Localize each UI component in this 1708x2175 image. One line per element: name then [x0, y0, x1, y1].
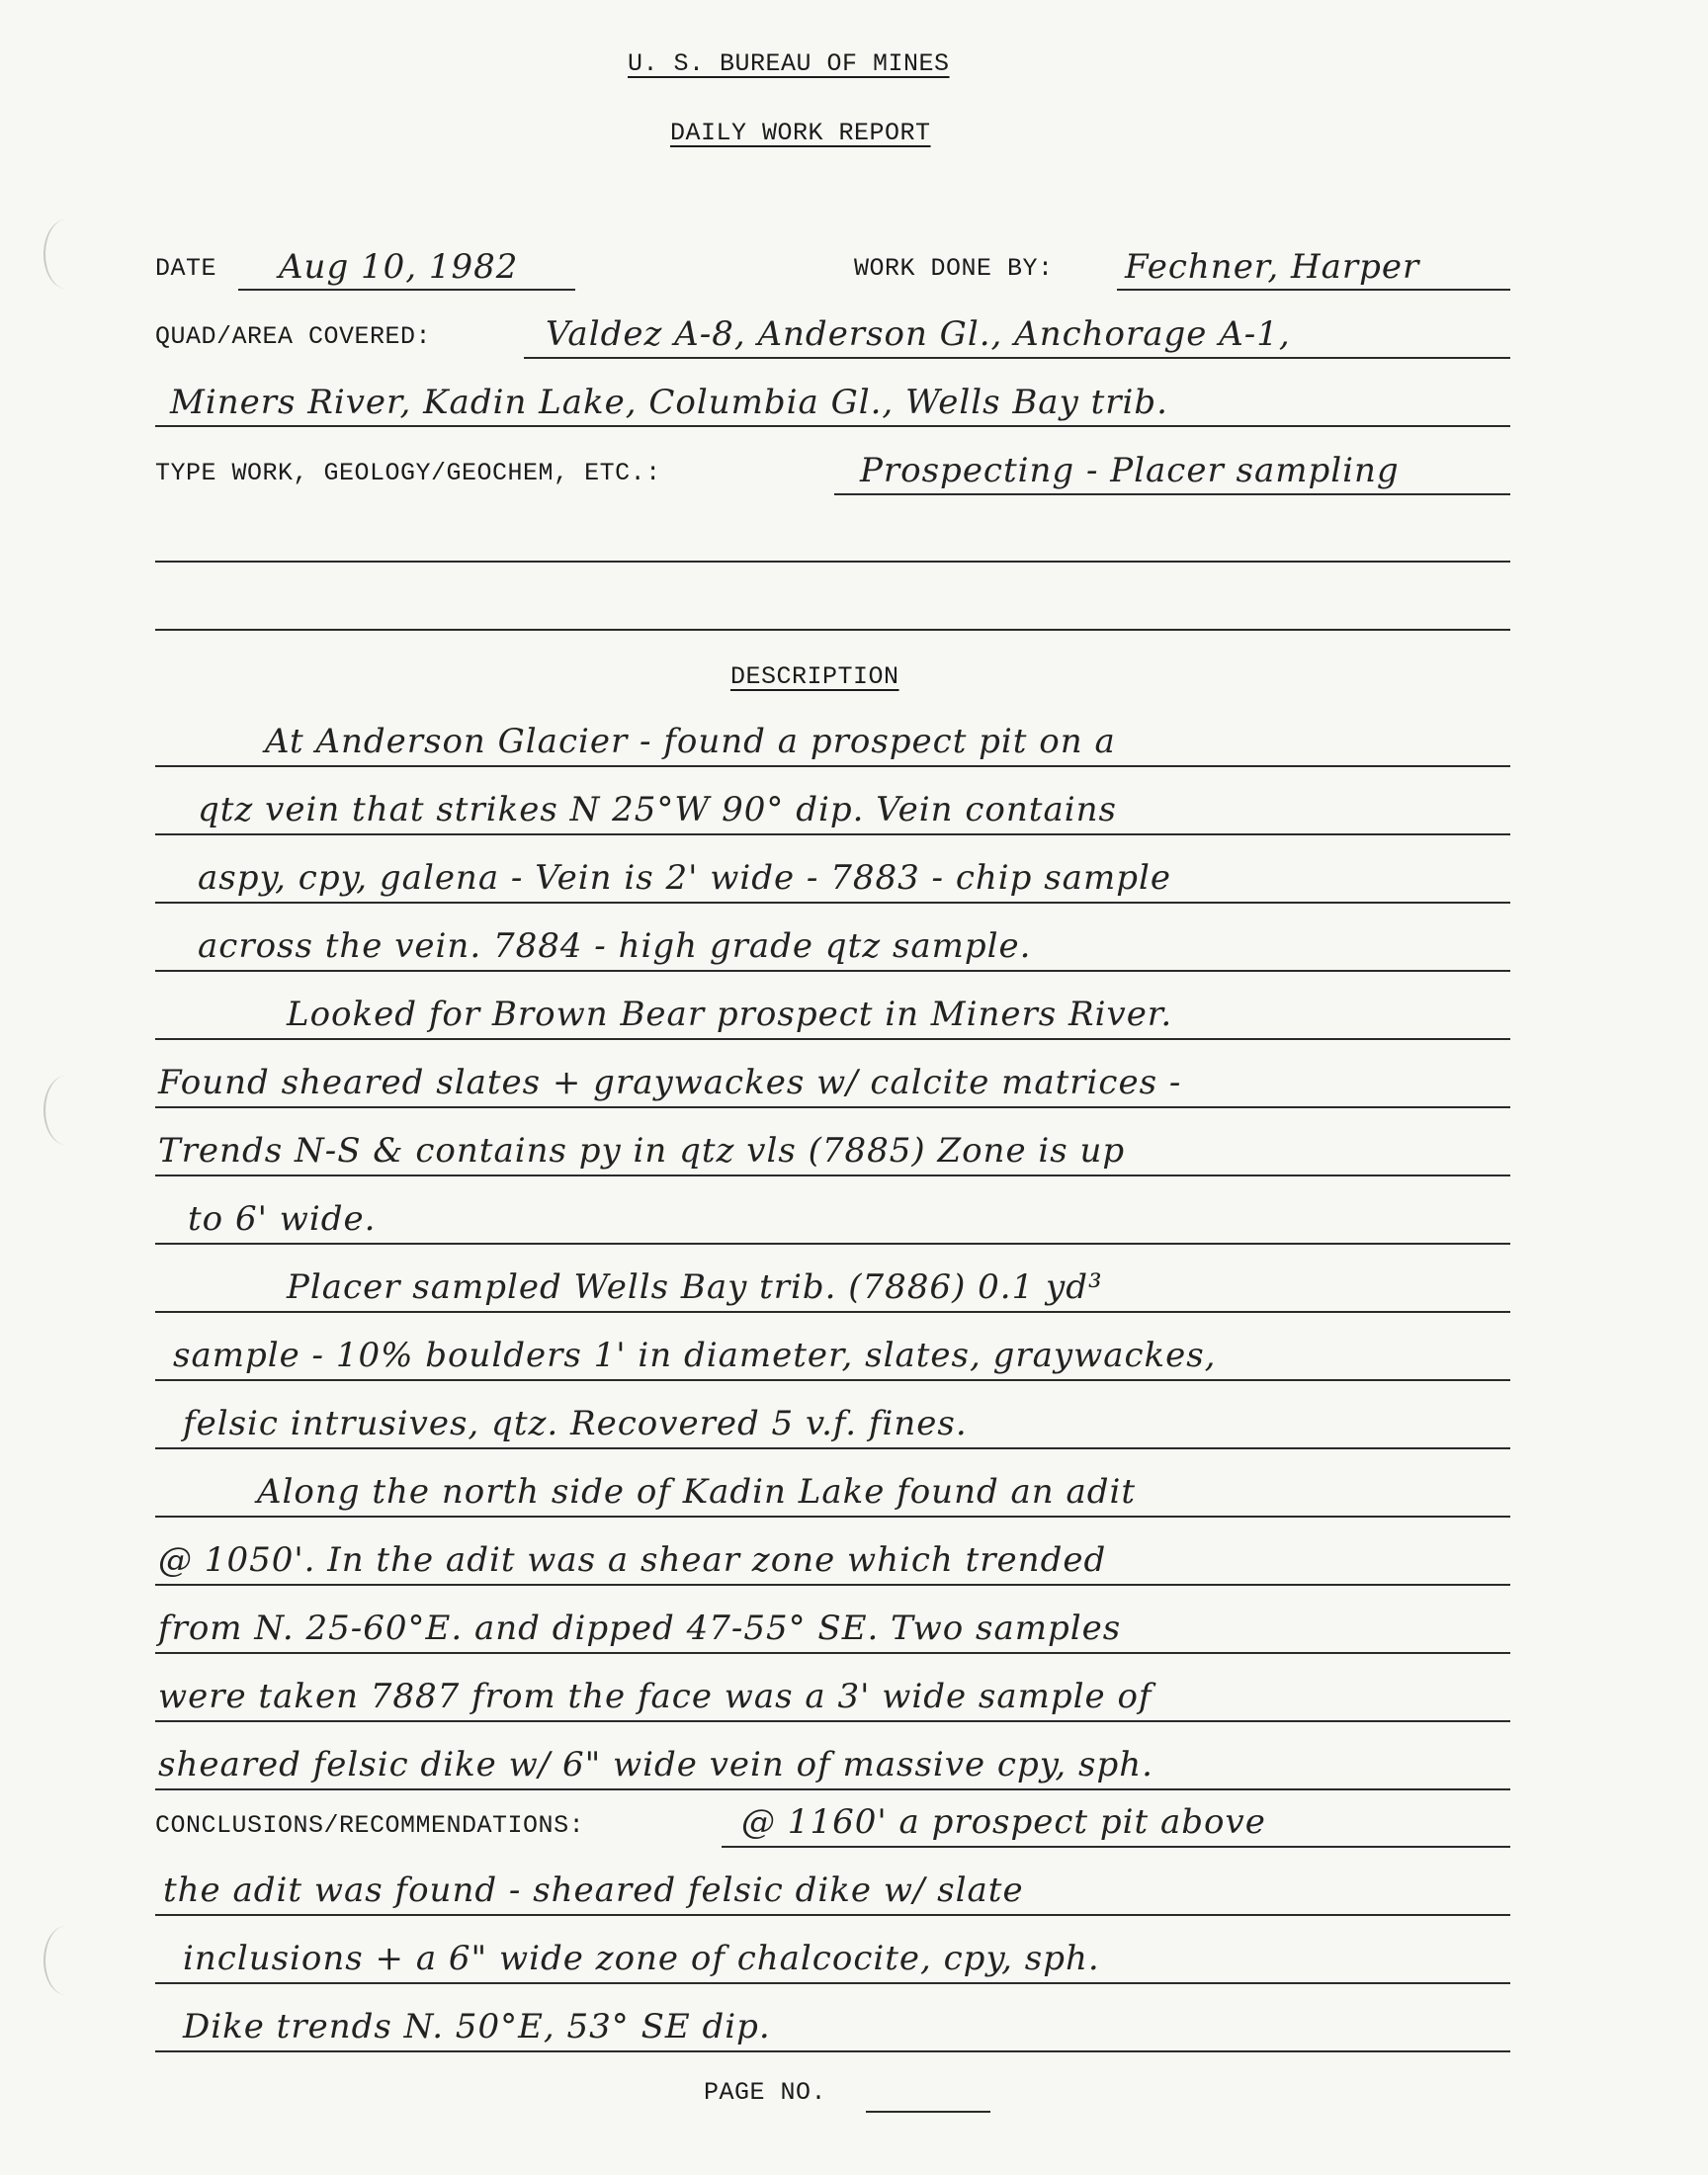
- desc-line: [155, 902, 1510, 904]
- desc-line: [155, 1243, 1510, 1245]
- desc-line: [155, 1516, 1510, 1518]
- conclusions-text-line: the adit was found - sheared felsic dike w/ slate: [163, 1870, 1024, 1910]
- report-title: DAILY WORK REPORT: [670, 119, 931, 147]
- desc-line: [155, 1379, 1510, 1381]
- conclusions-text-line: Dike trends N. 50°E, 53° SE dip.: [183, 2007, 771, 2046]
- desc-line: [155, 970, 1510, 972]
- type-work-label: TYPE WORK, GEOLOGY/GEOCHEM, ETC.:: [155, 459, 661, 487]
- date-line: [238, 289, 575, 291]
- desc-line: [155, 833, 1510, 835]
- date-label: DATE: [155, 254, 217, 283]
- work-done-by-line: [1117, 289, 1510, 291]
- type-work-line: [834, 493, 1510, 495]
- agency-title: U. S. BUREAU OF MINES: [628, 49, 950, 78]
- page-no-label: PAGE NO.: [704, 2078, 827, 2107]
- desc-text-line: from N. 25-60°E. and dipped 47-55° SE. Two samples: [158, 1609, 1122, 1648]
- desc-text-line: were taken 7887 from the face was a 3' wide sample of: [158, 1677, 1153, 1716]
- quad-area-line-2: [155, 425, 1510, 427]
- desc-text-line: Placer sampled Wells Bay trib. (7886) 0.1 yd³: [287, 1267, 1103, 1307]
- desc-line: [155, 1174, 1510, 1176]
- desc-line: [155, 1652, 1510, 1654]
- desc-text-line: Trends N-S & contains py in qtz vls (7885) Zone is up: [158, 1131, 1126, 1171]
- conclusions-line: [155, 2050, 1510, 2052]
- desc-text-line: At Anderson Glacier - found a prospect pit on a: [265, 722, 1116, 761]
- desc-text-line: aspy, cpy, galena - Vein is 2' wide - 7883 - chip sample: [198, 858, 1171, 898]
- desc-line: [155, 1720, 1510, 1722]
- desc-line: [155, 1584, 1510, 1586]
- punch-hole: [43, 1926, 89, 1995]
- type-work-value: Prospecting - Placer sampling: [860, 451, 1400, 490]
- desc-line: [155, 1106, 1510, 1108]
- desc-text-line: sample - 10% boulders 1' in diameter, slates, graywackes,: [173, 1336, 1217, 1375]
- date-value: Aug 10, 1982: [279, 247, 519, 287]
- quad-area-value-2: Miners River, Kadin Lake, Columbia Gl., Wells Bay trib.: [170, 383, 1168, 422]
- description-heading: DESCRIPTION: [730, 662, 899, 691]
- desc-text-line: @ 1050'. In the adit was a shear zone which trended: [158, 1540, 1107, 1580]
- quad-area-value-1: Valdez A-8, Anderson Gl., Anchorage A-1,: [546, 314, 1291, 354]
- desc-text-line: across the vein. 7884 - high grade qtz sample.: [198, 926, 1032, 966]
- punch-hole: [43, 1076, 89, 1145]
- conclusions-text-line: @ 1160' a prospect pit above: [741, 1802, 1266, 1842]
- desc-line: [155, 1311, 1510, 1313]
- conclusions-line: [155, 1914, 1510, 1916]
- desc-line: [155, 765, 1510, 767]
- quad-area-line-1: [524, 357, 1510, 359]
- desc-text-line: felsic intrusives, qtz. Recovered 5 v.f. fines.: [183, 1404, 968, 1443]
- desc-text-line: Along the north side of Kadin Lake found an adit: [257, 1472, 1137, 1512]
- desc-text-line: to 6' wide.: [188, 1199, 377, 1239]
- desc-text-line: sheared felsic dike w/ 6" wide vein of massive cpy, sph.: [158, 1745, 1153, 1784]
- blank-line-1: [155, 561, 1510, 563]
- desc-text-line: Looked for Brown Bear prospect in Miners River.: [287, 995, 1173, 1034]
- page-no-line: [866, 2111, 990, 2113]
- conclusions-line: [155, 1982, 1510, 1984]
- blank-line-2: [155, 629, 1510, 631]
- desc-text-line: Found sheared slates + graywackes w/ calcite matrices -: [158, 1063, 1182, 1102]
- quad-area-label: QUAD/AREA COVERED:: [155, 322, 432, 351]
- conclusions-line-1: [722, 1846, 1510, 1848]
- work-done-by-label: WORK DONE BY:: [854, 254, 1054, 283]
- punch-hole: [43, 219, 89, 289]
- work-done-by-value: Fechner, Harper: [1125, 247, 1420, 287]
- desc-line: [155, 1038, 1510, 1040]
- conclusions-label: CONCLUSIONS/RECOMMENDATIONS:: [155, 1811, 585, 1840]
- conclusions-text-line: inclusions + a 6" wide zone of chalcocite, cpy, sph.: [183, 1939, 1100, 1978]
- desc-line: [155, 1788, 1510, 1790]
- desc-text-line: qtz vein that strikes N 25°W 90° dip. Vein contains: [198, 790, 1117, 829]
- desc-line: [155, 1447, 1510, 1449]
